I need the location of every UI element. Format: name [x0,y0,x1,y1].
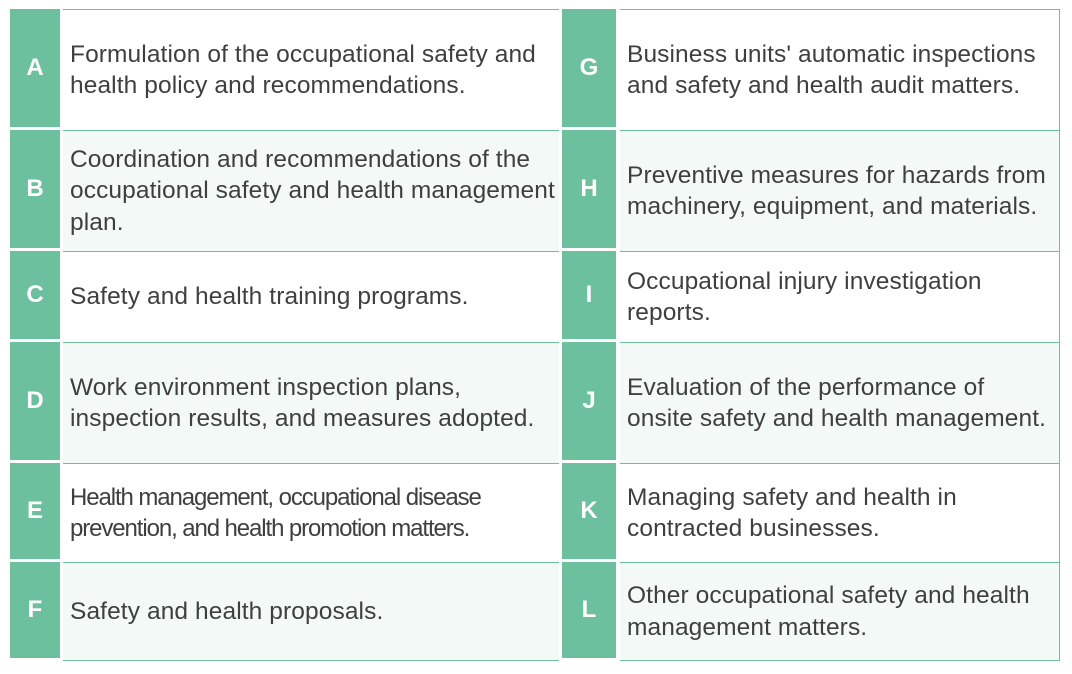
list-item [562,463,1060,562]
list-item [10,130,559,251]
item-letter: B [10,130,60,251]
item-letter: I [562,251,616,342]
item-letter: H [562,130,616,251]
item-letter: J [562,342,616,463]
item-text: Occupational injury investigation reports. [620,251,1060,342]
item-letter: A [10,9,60,130]
item-text: Evaluation of the performance of onsite safety and health management. [620,342,1060,463]
list-item [562,251,1060,342]
list-item [10,562,559,661]
item-text: Managing safety and health in contracted businesses. [620,463,1060,562]
item-letter: L [562,562,616,661]
list-item [562,562,1060,661]
item-text: Formulation of the occupational safety and health policy and recommendations. [63,9,559,130]
item-letter: D [10,342,60,463]
list-item [10,251,559,342]
item-text: Health management, occupational disease prevention, and health promotion matters. [63,463,559,562]
item-letter: E [10,463,60,562]
list-item [562,342,1060,463]
item-letter: K [562,463,616,562]
list-item [10,342,559,463]
item-letter: F [10,562,60,661]
item-text: Work environment inspection plans, inspection results, and measures adopted. [63,342,559,463]
list-item [562,130,1060,251]
list-item [10,463,559,562]
item-text: Coordination and recommendations of the occupational safety and health management plan. [63,130,559,251]
item-letter: C [10,251,60,342]
item-letter: G [562,9,616,130]
item-text: Safety and health proposals. [63,562,559,661]
item-text: Safety and health training programs. [63,251,559,342]
list-item [10,9,559,130]
item-text: Preventive measures for hazards from machinery, equipment, and materials. [620,130,1060,251]
item-text: Other occupational safety and health management matters. [620,562,1060,661]
item-text: Business units' automatic inspections and safety and health audit matters. [620,9,1060,130]
list-item [562,9,1060,130]
